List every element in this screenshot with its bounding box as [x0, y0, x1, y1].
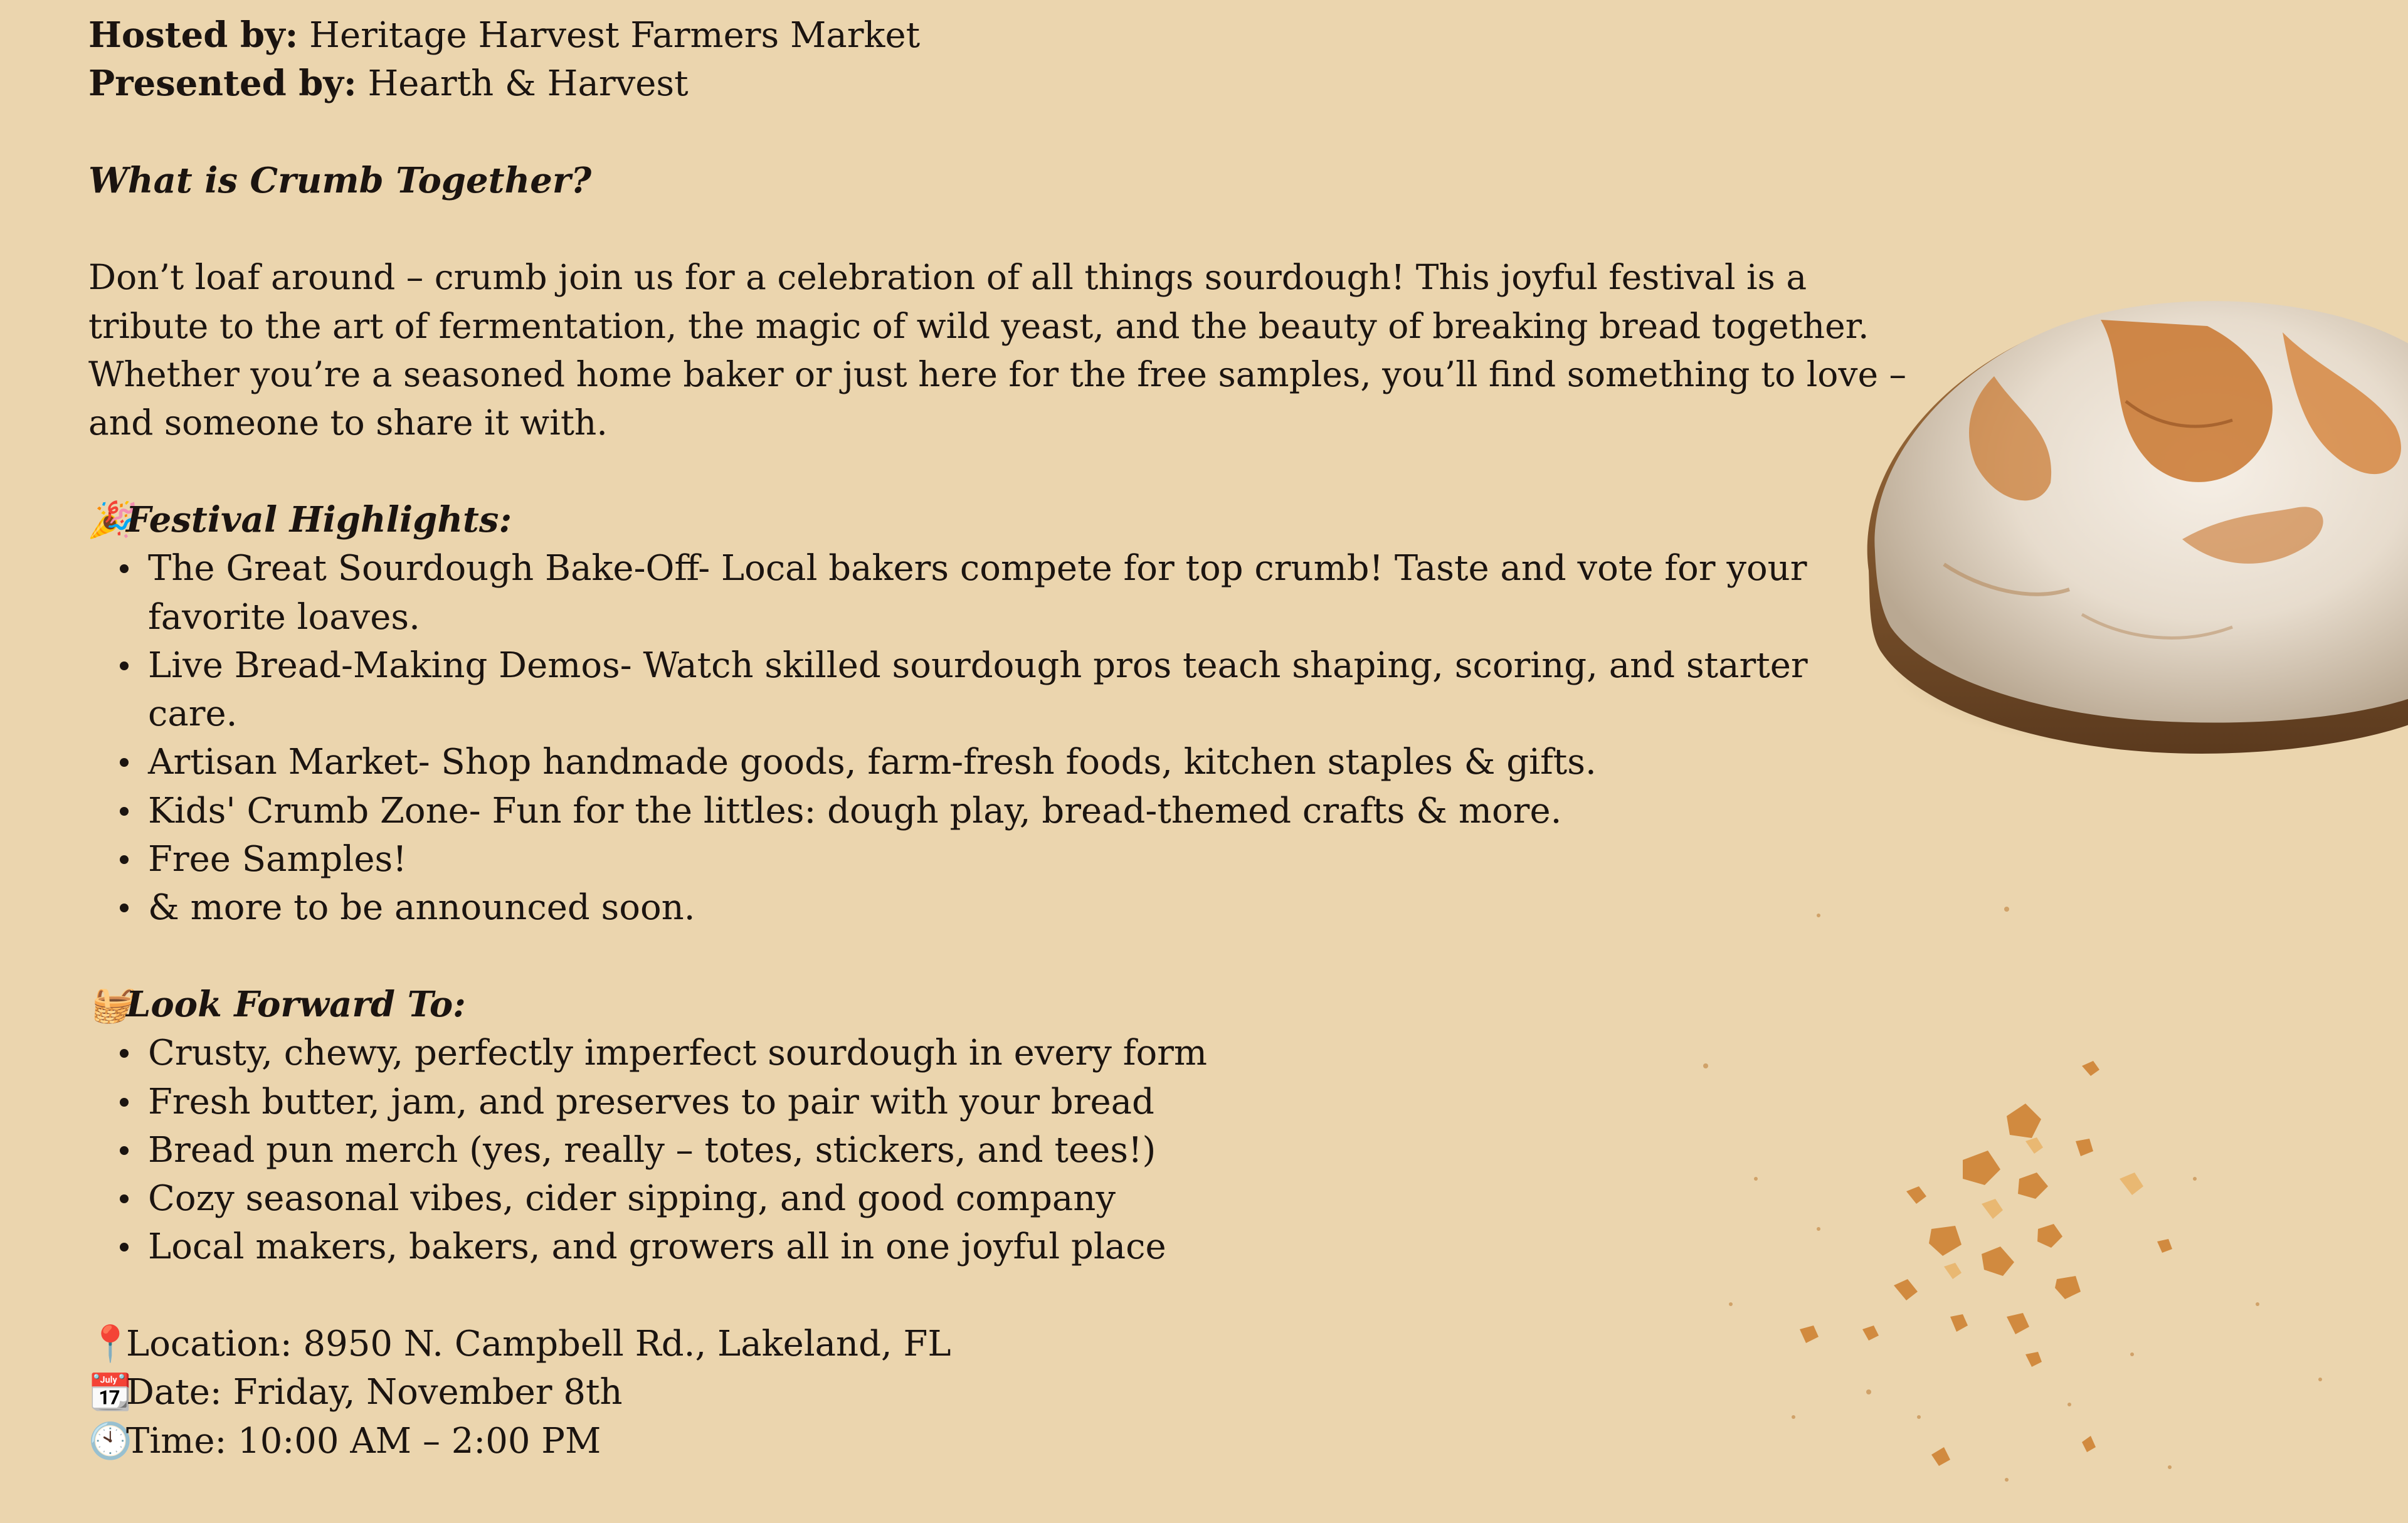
list-item: The Great Sourdough Bake-Off- Local bakers compete for top crumb! Taste and vote for your favorite loaves.	[148, 544, 1898, 641]
pin-icon: 📍	[88, 1324, 132, 1365]
date-text: Date: Friday, November 8th	[126, 1372, 623, 1413]
clock-icon: 🕙	[88, 1420, 132, 1462]
list-item: Cozy seasonal vibes, cider sipping, and good company	[148, 1174, 1898, 1223]
look-forward-heading-text: Look Forward To:	[126, 983, 466, 1025]
spacer	[88, 108, 1907, 157]
hosted-by-value: Heritage Harvest Farmers Market	[309, 15, 921, 56]
location-line	[88, 1320, 1907, 1368]
location-text: Location: 8950 N. Campbell Rd., Lakeland, FL	[126, 1324, 951, 1365]
highlights-heading-text: Festival Highlights:	[126, 498, 512, 540]
list-item: Bread pun merch (yes, really – totes, stickers, and tees!)	[148, 1126, 1898, 1174]
highlights-list	[88, 544, 1907, 932]
party-popper-icon: 🎉	[88, 498, 132, 540]
look-forward-heading	[88, 981, 1907, 1029]
spacer	[88, 932, 1907, 981]
calendar-icon: 📆	[88, 1372, 132, 1413]
spacer	[88, 1272, 1907, 1320]
about-paragraph: Don’t loaf around – crumb join us for a celebration of all things sourdough! This joyful festival is a tribute to the art of fermentation, the magic of wild yeast, and the beauty of breaking bread together. Whether you’re a seasoned home baker or just here for the free samples, you’ll find something to love – and someone to share it with.	[88, 257, 1906, 443]
basket-icon: 🧺	[88, 983, 132, 1025]
presented-by-label: Presented by:	[88, 63, 357, 105]
list-item: Artisan Market- Shop handmade goods, farm-fresh foods, kitchen staples & gifts.	[148, 738, 1898, 786]
event-description	[88, 11, 1907, 1465]
list-item: Kids' Crumb Zone- Fun for the littles: dough play, bread-themed crafts & more.	[148, 787, 1898, 835]
list-item: Live Bread-Making Demos- Watch skilled sourdough pros teach shaping, scoring, and starter care.	[148, 641, 1898, 739]
spacer	[88, 205, 1907, 253]
about-heading: What is Crumb Together?	[88, 159, 592, 201]
time-line	[88, 1417, 1907, 1465]
time-text: Time: 10:00 AM – 2:00 PM	[126, 1420, 601, 1462]
presented-by-line	[88, 60, 1907, 108]
list-item: Local makers, bakers, and growers all in one joyful place	[148, 1223, 1898, 1271]
date-line	[88, 1368, 1907, 1416]
list-item: & more to be announced soon.	[148, 883, 1898, 932]
presented-by-value: Hearth & Harvest	[367, 63, 689, 105]
hosted-by-label: Hosted by:	[88, 14, 298, 56]
look-forward-list	[88, 1029, 1907, 1271]
list-item: Crusty, chewy, perfectly imperfect sourdough in every form	[148, 1029, 1898, 1077]
spacer	[88, 448, 1907, 496]
highlights-heading	[88, 496, 1907, 544]
list-item: Free Samples!	[148, 835, 1898, 883]
list-item: Fresh butter, jam, and preserves to pair with your bread	[148, 1078, 1898, 1126]
hosted-by-line	[88, 11, 1907, 60]
